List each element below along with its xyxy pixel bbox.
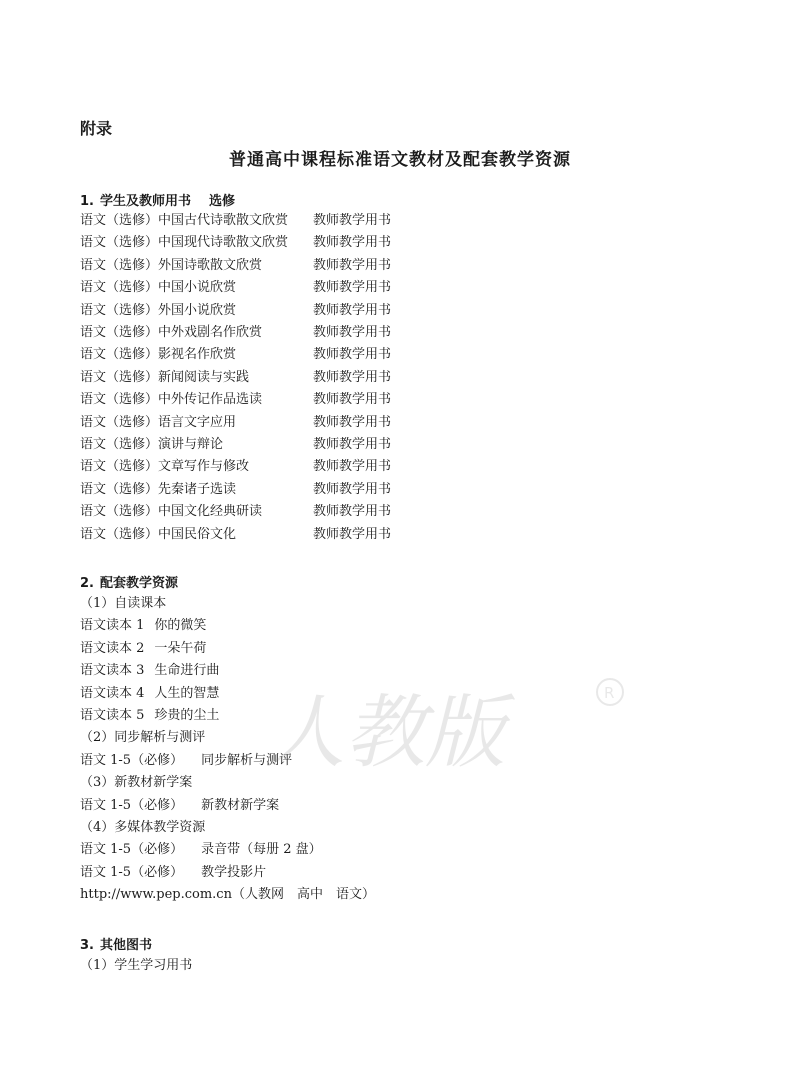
book-title: 语文（选修）中国文化经典研读 bbox=[80, 504, 263, 520]
book-type: 教师教学用书 bbox=[313, 280, 392, 296]
book-type: 教师教学用书 bbox=[313, 302, 392, 318]
list-item bbox=[80, 885, 375, 905]
book-row bbox=[80, 525, 391, 545]
book-row bbox=[80, 233, 391, 253]
list-item bbox=[80, 639, 206, 659]
section-number: 3. bbox=[80, 938, 94, 953]
book-type: 教师教学用书 bbox=[313, 437, 392, 452]
list-item bbox=[80, 684, 219, 704]
list-item bbox=[80, 840, 322, 860]
svg-text:人教版: 人教版 bbox=[265, 686, 505, 779]
item-label: （3）新教材新学案 bbox=[80, 775, 193, 791]
book-type: 教师教学用书 bbox=[313, 481, 392, 497]
list-item bbox=[80, 728, 205, 748]
book-row bbox=[80, 480, 391, 500]
item-title: 新教材新学案 bbox=[201, 797, 280, 813]
list-item bbox=[80, 773, 192, 793]
list-item bbox=[80, 706, 219, 726]
book-row bbox=[80, 345, 391, 365]
book-type: 教师教学用书 bbox=[313, 414, 392, 430]
list-item bbox=[80, 956, 192, 976]
item-title: 同步解析与测评 bbox=[201, 752, 293, 768]
section-title: 配套教学资源 bbox=[99, 576, 178, 591]
item-label: 语文读本 4 bbox=[80, 685, 145, 701]
section-subtitle: 选修 bbox=[209, 194, 236, 209]
item-label: 语文 1-5（必修） bbox=[80, 864, 184, 880]
section-2-heading bbox=[80, 572, 178, 591]
book-type: 教师教学用书 bbox=[313, 369, 392, 385]
book-type: 教师教学用书 bbox=[313, 213, 392, 228]
book-row bbox=[80, 390, 391, 410]
list-item bbox=[80, 796, 279, 816]
book-type: 教师教学用书 bbox=[313, 526, 392, 542]
section-number: 1. bbox=[80, 194, 94, 209]
item-label: 语文读本 2 bbox=[80, 640, 145, 656]
section-3-heading bbox=[80, 934, 152, 953]
book-row bbox=[80, 256, 391, 276]
svg-text:R: R bbox=[604, 684, 615, 702]
book-row bbox=[80, 435, 391, 455]
list-item bbox=[80, 616, 206, 636]
book-row bbox=[80, 301, 391, 321]
item-title: 人生的智慧 bbox=[154, 685, 220, 701]
book-title: 语文（选修）语言文字应用 bbox=[80, 414, 237, 430]
book-row bbox=[80, 413, 391, 433]
book-row bbox=[80, 211, 391, 231]
item-label: 语文读本 3 bbox=[80, 663, 145, 679]
item-label: （2）同步解析与测评 bbox=[80, 730, 206, 746]
page-title: 普通高中课程标准语文教材及配套教学资源 bbox=[229, 150, 571, 170]
publisher-watermark-logo bbox=[255, 670, 635, 780]
book-title: 语文（选修）中国古代诗歌散文欣赏 bbox=[80, 213, 289, 228]
book-title: 语文（选修）影视名作欣赏 bbox=[80, 347, 237, 363]
item-label: 语文 1-5（必修） bbox=[80, 842, 184, 858]
book-row bbox=[80, 278, 391, 298]
item-title: 珍贵的尘土 bbox=[154, 708, 220, 723]
book-title: 语文（选修）中外戏剧名作欣赏 bbox=[80, 325, 263, 340]
item-label: http://www.pep.com.cn（人教网 高中 语文） bbox=[80, 887, 375, 903]
list-item bbox=[80, 818, 205, 838]
list-item bbox=[80, 594, 166, 614]
book-row bbox=[80, 457, 391, 477]
list-item bbox=[80, 863, 266, 883]
book-title: 语文（选修）中国民俗文化 bbox=[80, 526, 237, 542]
item-label: （1）自读课本 bbox=[80, 596, 167, 611]
book-type: 教师教学用书 bbox=[313, 257, 392, 273]
book-title: 语文（选修）外国小说欣赏 bbox=[80, 302, 237, 318]
book-title: 语文（选修）中国现代诗歌散文欣赏 bbox=[80, 235, 289, 251]
section-1-heading bbox=[80, 190, 235, 209]
item-label: （1）学生学习用书 bbox=[80, 958, 193, 973]
book-title: 语文（选修）文章写作与修改 bbox=[80, 459, 250, 475]
section-title: 学生及教师用书 bbox=[99, 194, 191, 209]
book-title: 语文（选修）演讲与辩论 bbox=[80, 437, 224, 452]
book-row bbox=[80, 502, 391, 522]
item-title: 一朵午荷 bbox=[154, 640, 207, 656]
book-title: 语文（选修）新闻阅读与实践 bbox=[80, 369, 250, 385]
book-row bbox=[80, 323, 391, 343]
item-title: 教学投影片 bbox=[201, 864, 267, 880]
list-item bbox=[80, 661, 219, 681]
book-title: 语文（选修）先秦诸子选读 bbox=[80, 481, 237, 497]
book-type: 教师教学用书 bbox=[313, 235, 392, 251]
item-label: 语文读本 1 bbox=[80, 618, 145, 634]
item-title: 生命进行曲 bbox=[154, 663, 220, 679]
book-type: 教师教学用书 bbox=[313, 325, 392, 340]
section-number: 2. bbox=[80, 576, 94, 591]
book-row bbox=[80, 368, 391, 388]
section-title: 其他图书 bbox=[99, 938, 152, 953]
item-title: 你的微笑 bbox=[154, 618, 207, 634]
book-type: 教师教学用书 bbox=[313, 459, 392, 475]
book-type: 教师教学用书 bbox=[313, 392, 392, 408]
item-label: （4）多媒体教学资源 bbox=[80, 820, 206, 835]
book-title: 语文（选修）外国诗歌散文欣赏 bbox=[80, 257, 263, 273]
book-type: 教师教学用书 bbox=[313, 504, 392, 520]
item-label: 语文 1-5（必修） bbox=[80, 797, 184, 813]
appendix-label: 附录 bbox=[80, 119, 113, 138]
book-type: 教师教学用书 bbox=[313, 347, 392, 363]
item-label: 语文读本 5 bbox=[80, 708, 145, 723]
item-label: 语文 1-5（必修） bbox=[80, 752, 184, 768]
item-title: 录音带（每册 2 盘） bbox=[201, 842, 322, 858]
book-title: 语文（选修）中外传记作品选读 bbox=[80, 392, 263, 408]
book-title: 语文（选修）中国小说欣赏 bbox=[80, 280, 237, 296]
